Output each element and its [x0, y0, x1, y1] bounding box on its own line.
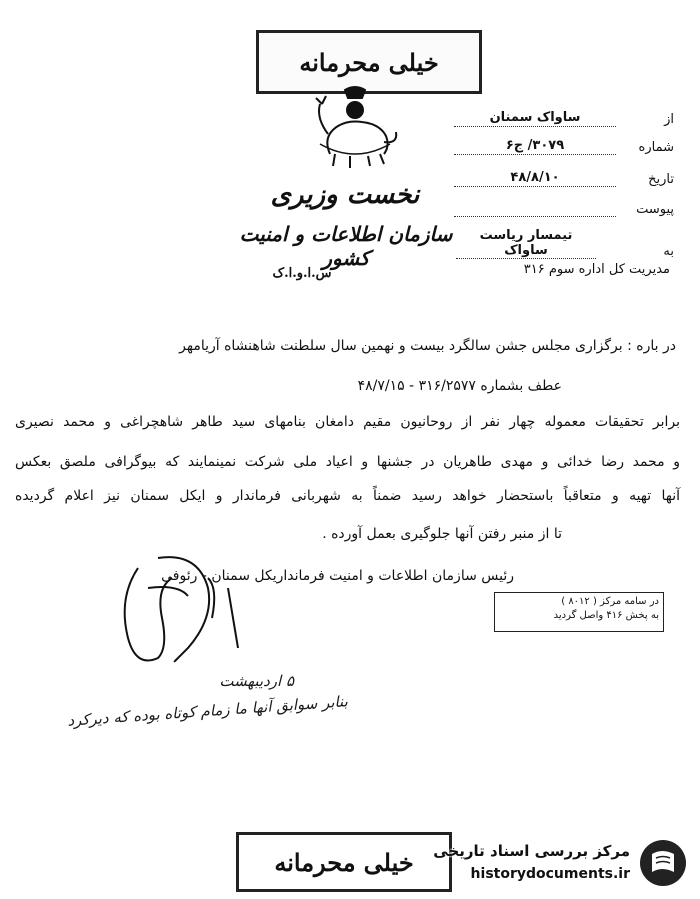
- watermark-title: مرکز بررسی اسناد تاریخی: [433, 842, 630, 860]
- ministry-title: نخست وزیری: [270, 180, 420, 210]
- handwritten-margin-note: [28, 672, 348, 752]
- stamp-word-1: خیلی: [388, 47, 439, 77]
- to-field: [456, 228, 674, 259]
- bottom-confidential-stamp: [236, 832, 452, 892]
- number-label: شماره: [638, 140, 674, 155]
- signature-line: رئیس سازمان اطلاعات و امنیت فرمانداریکل سمنان - رئوفی: [161, 568, 514, 584]
- date-value: ۴۸/۸/۱۰: [454, 170, 616, 187]
- organization-title: سازمان اطلاعات و امنیت کشور: [239, 222, 453, 270]
- reference-line: عطف بشماره ۳۱۶/۲۵۷۷ - ۴۸/۷/۱۵: [357, 378, 562, 394]
- attachment-label: پیوست: [636, 202, 674, 217]
- to-label: به: [663, 244, 674, 259]
- from-field: [454, 110, 674, 127]
- cc-line: مدیریت کل اداره سوم ۳۱۶: [523, 262, 670, 277]
- margin-note-line-1: ۵ اردیبهشت: [219, 672, 294, 690]
- from-value: ساواک سمنان: [454, 110, 616, 127]
- receipt-line-2: به پخش ۴۱۶ واصل گردید: [553, 610, 659, 621]
- from-label: از: [664, 112, 674, 127]
- body-paragraph-line-4: تا از منبر رفتن آنها جلوگیری بعمل آورده .: [322, 526, 562, 542]
- body-paragraph-line-2: و محمد رضا خدائی و مهدی طاهریان در جشنها و اعیاد ملی شرکت نمینمایند که بیوگرافی ملصق بعکس: [15, 454, 680, 470]
- attachment-field: [454, 200, 674, 217]
- date-label: تاریخ: [648, 172, 674, 187]
- number-value: ۳۰۷۹/ ج۶: [454, 138, 616, 155]
- watermark: [428, 838, 690, 890]
- margin-note-line-2: بنابر سوابق آنها ما زمام کوتاه بوده که دیرکرد: [66, 692, 349, 730]
- subject-line: در باره : برگزاری مجلس جشن سالگرد بیست و نهمین سال سلطنت شاهنشاه آریامهر: [179, 338, 676, 354]
- organization-code: س.ا.و.ا.ک: [272, 266, 332, 281]
- receipt-stamp-box: [494, 592, 664, 632]
- stamp-word-2: محرمانه: [274, 847, 356, 877]
- stamp-word-2: محرمانه: [299, 47, 381, 77]
- handwritten-signature-scribble: [98, 548, 318, 678]
- body-paragraph-line-3: آنها تهیه و متعاقباً باستحضار خواهد رسید ضمناً به شهربانی فرماندار و ایکل سمنان نیز اعلام گردیده: [15, 488, 680, 504]
- date-field: [454, 170, 674, 187]
- to-value: تیمسار ریاست ساواک: [456, 228, 596, 259]
- stamp-word-1: خیلی: [363, 847, 414, 877]
- archive-logo-icon: [638, 838, 688, 888]
- watermark-url[interactable]: historydocuments.ir: [470, 866, 630, 882]
- number-field: [454, 138, 674, 155]
- attachment-value: [454, 200, 616, 217]
- receipt-line-1: در سامه مرکز ( ۸۰۱۲ ): [561, 596, 659, 607]
- lion-and-sun-emblem-icon: [300, 84, 410, 174]
- body-paragraph-line-1: برابر تحقیقات معموله چهار نفر از روحانیون مقیم دامغان بنامهای سید طاهر شاهچراغی و محمد نصیری: [15, 414, 680, 430]
